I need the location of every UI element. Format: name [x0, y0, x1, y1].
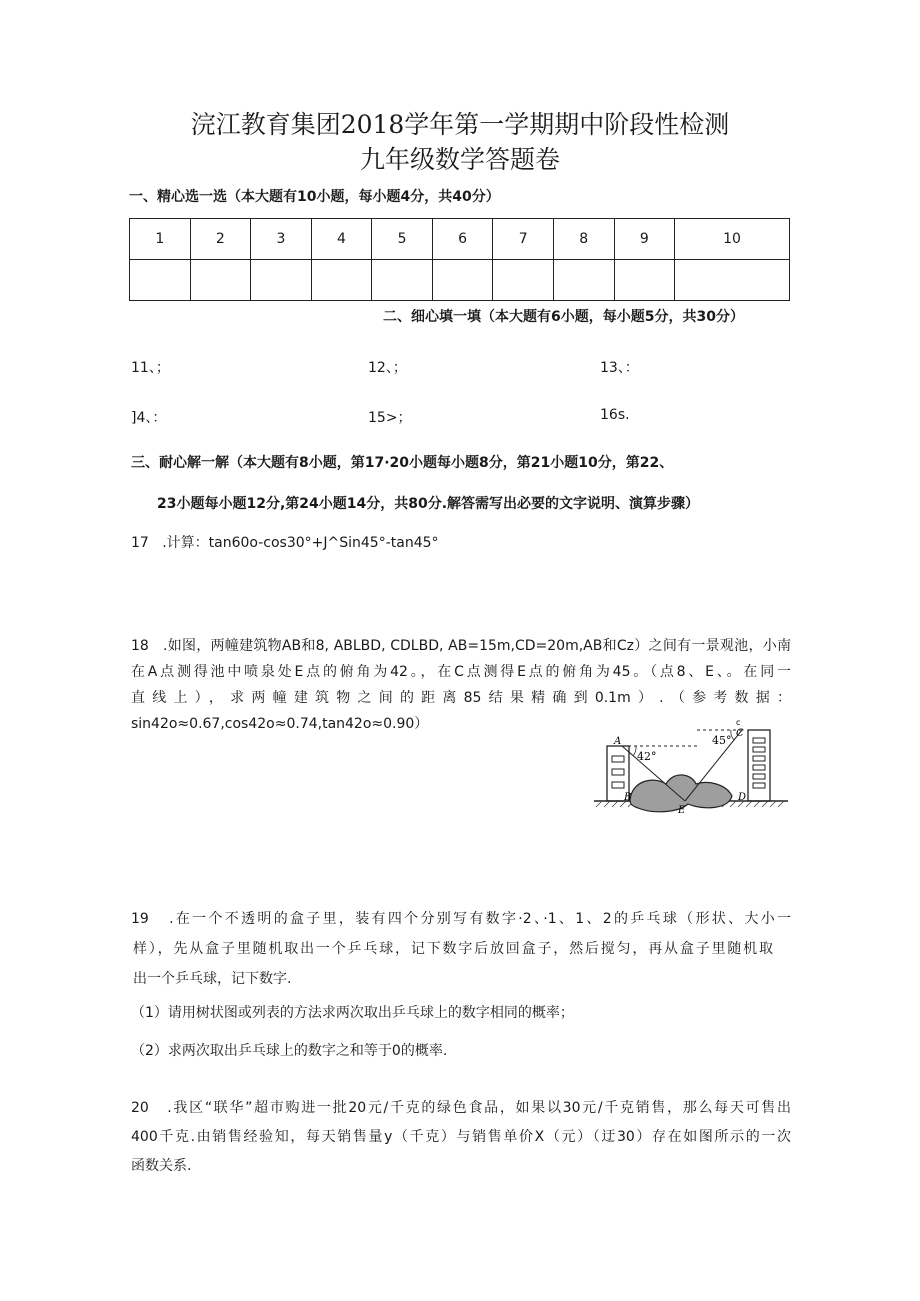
answer-cell[interactable] — [251, 260, 312, 301]
answer-cell[interactable] — [372, 260, 433, 301]
title-line-2: 九年级数学答题卷 — [359, 145, 560, 174]
answer-col-header: 1 — [130, 219, 191, 260]
q19-sub-1: （1）请用树状图或列表的方法求两次取出乒乓球上的数字相同的概率； — [131, 1005, 574, 1021]
section3-heading-2: 23小题每小题12分,第24小题14分，共80分.解答需写出必要的文字说明、演算步骤） — [157, 496, 700, 512]
answer-cell[interactable] — [553, 260, 614, 301]
label-c: C — [736, 728, 744, 739]
answer-col-header: 5 — [372, 219, 433, 260]
blank-14[interactable]: ]4、： — [131, 410, 167, 426]
answer-table — [129, 218, 790, 301]
section3-heading-1: 三、耐心解一解（本大题有8小题，第17·20小题每小题8分，第21小题10分，第22、 — [131, 455, 674, 471]
answer-cell[interactable] — [493, 260, 554, 301]
blank-12[interactable]: 12、； — [368, 360, 407, 376]
q18-line-3: 直线上），求两幢建筑物之间的距离85结果精确到0.1m）.（参考数据： — [131, 690, 791, 706]
q20-number: 20 — [131, 1100, 149, 1116]
angle-a-arc — [633, 746, 636, 756]
building-ab-windows — [612, 756, 624, 788]
title-line-1: 浣江教育集团2018学年第一学期期中阶段性检测 — [190, 110, 730, 139]
q17 — [131, 532, 439, 552]
answer-col-header: 9 — [614, 219, 675, 260]
blank-13[interactable]: 13、： — [600, 360, 639, 376]
label-angle-42: 42° — [637, 750, 657, 763]
label-c-small: c — [736, 718, 741, 727]
answer-cell[interactable] — [432, 260, 493, 301]
answer-cell[interactable] — [614, 260, 675, 301]
q18-line-1: 18 .如图，两幢建筑物AB和8, ABLBD, CDLBD, AB=15m,CD=20m,AB和Cz）之间有一景观池，小南 — [131, 638, 791, 654]
blank-15[interactable]: 15>； — [368, 410, 412, 426]
q20-line-1: 20 .我区“联华”超市购进一批20元/千克的绿色食品，如果以30元/千克销售，那么每天可售出 — [131, 1100, 791, 1116]
answer-col-header: 3 — [251, 219, 312, 260]
q18-number: 18 — [131, 638, 149, 654]
answer-cell[interactable] — [130, 260, 191, 301]
blank-16[interactable]: 16s. — [600, 407, 630, 423]
q19-sub-2: （2）求两次取出乒乓球上的数字之和等于0的概率. — [131, 1043, 448, 1059]
building-cd-windows — [753, 738, 765, 788]
answer-col-header: 10 — [675, 219, 790, 260]
q19-line-3: 出一个乒乓球，记下数字. — [133, 971, 292, 987]
section1-heading: 一、精心选一选（本大题有10小题，每小题4分，共40分） — [129, 189, 500, 205]
q18-line-4: sin42o≈0.67,cos42o≈0.74,tan42o≈0.90） — [131, 716, 429, 732]
label-a: A — [614, 736, 622, 747]
q18-line-2: 在A点测得池中喷泉处E点的俯角为42。，在C点测得E点的俯角为45。（点8、E、。在同一 — [131, 664, 791, 680]
answer-cell[interactable] — [311, 260, 372, 301]
answer-cell[interactable] — [190, 260, 251, 301]
q17-text: .计算：tan60o-cos30°+J^Sin45°-tan45° — [162, 535, 439, 551]
label-d: D — [738, 792, 747, 803]
q17-number: 17 — [131, 535, 149, 551]
answer-cell[interactable] — [675, 260, 790, 301]
label-angle-45: 45° — [712, 734, 732, 747]
section2-heading: 二、细心填一填（本大题有6小题，每小题5分，共30分） — [383, 309, 744, 325]
label-e: E — [678, 805, 686, 816]
q19-line-2: 样），先从盒子里随机取出一个乒乓球，记下数字后放回盒子，然后搅匀，再从盒子里随机取 — [133, 941, 773, 957]
label-b: B — [624, 792, 632, 803]
blank-11[interactable]: 11、； — [131, 360, 170, 376]
answer-col-header: 7 — [493, 219, 554, 260]
answer-col-header: 4 — [311, 219, 372, 260]
q18-figure — [592, 714, 792, 824]
q20-line-3: 函数关系. — [131, 1158, 192, 1174]
answer-col-header: 6 — [432, 219, 493, 260]
q20 — [131, 1094, 791, 1181]
q20-line-2: 400千克.由销售经验知，每天销售量y（千克）与销售单价X（元）（迂30）存在如图所示的一次 — [131, 1129, 791, 1145]
answer-col-header: 8 — [553, 219, 614, 260]
q19-number: 19 — [131, 911, 149, 927]
q19 — [131, 904, 791, 994]
q19-line-1: 19 .在一个不透明的盒子里，装有四个分别写有数字·2、·1、1、2的乒乓球（形状、大小一 — [131, 911, 791, 927]
answer-col-header: 2 — [190, 219, 251, 260]
